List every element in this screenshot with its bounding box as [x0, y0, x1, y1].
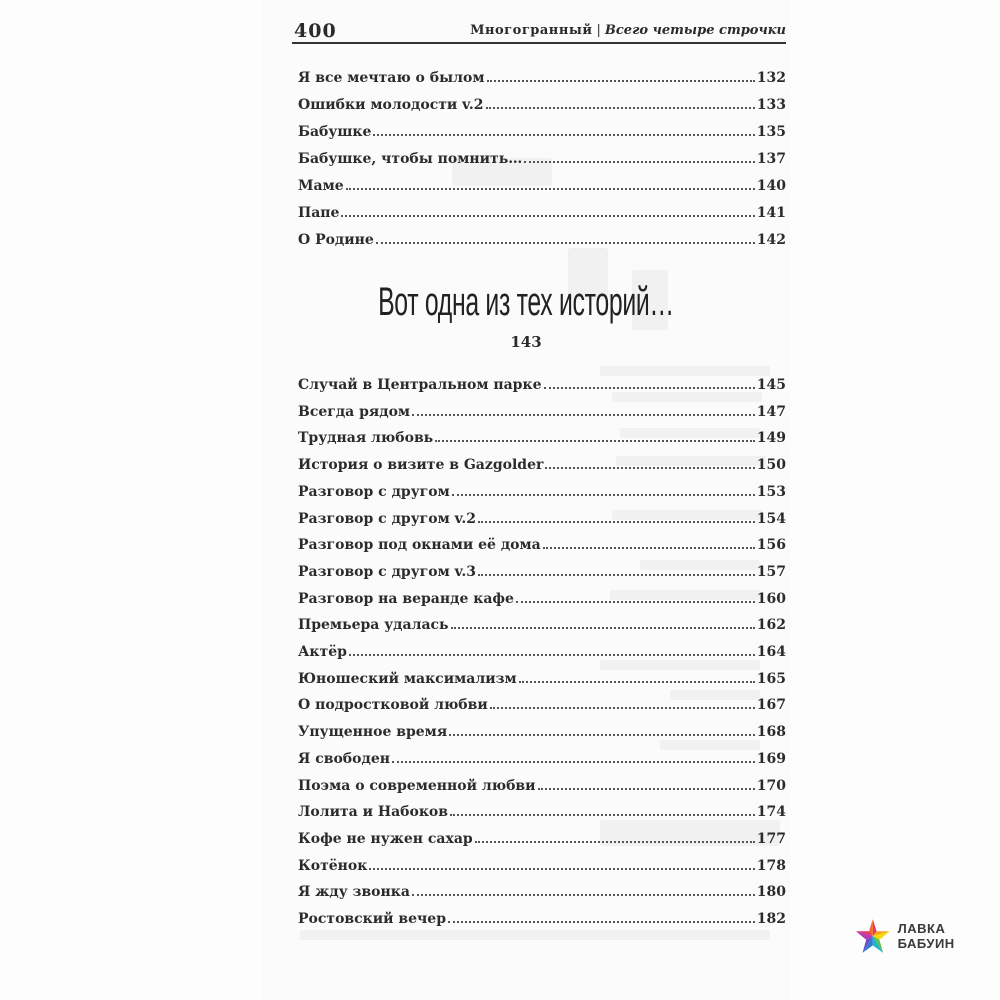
toc-dot-leader	[341, 215, 754, 217]
toc-entry	[298, 667, 786, 687]
toc-dot-leader	[349, 654, 755, 656]
toc-entry	[298, 480, 786, 500]
toc-page-number: 156	[756, 537, 786, 554]
toc-entry	[298, 174, 786, 194]
header-section-name: Всего четыре строчки	[604, 23, 786, 38]
toc-page-number: 149	[756, 430, 786, 447]
toc-entry	[298, 613, 786, 633]
toc-page-number: 141	[756, 205, 786, 221]
toc-dot-leader	[373, 134, 754, 136]
toc-page-number: 145	[756, 377, 786, 393]
toc-page-number: 164	[756, 644, 786, 660]
toc-dot-leader	[448, 921, 755, 923]
toc-dot-leader	[545, 467, 754, 469]
toc-dot-leader	[412, 414, 755, 416]
toc-title: Разговор на веранде кафе	[298, 590, 514, 607]
toc-dot-leader	[487, 80, 755, 82]
toc-dot-leader	[475, 841, 755, 843]
toc-page-number: 167	[756, 697, 786, 714]
toc-page-number: 154	[756, 510, 786, 527]
toc-entry	[298, 640, 786, 660]
toc-title: О Родине	[298, 232, 374, 248]
toc-dot-leader	[486, 107, 755, 109]
section-title: Вот одна из тех историй…	[378, 280, 674, 324]
toc-page-number: 142	[756, 232, 786, 248]
toc-title: История о визите в Gazgolder	[298, 457, 544, 474]
toc-title: Котёнок	[298, 857, 368, 874]
toc-page-number: 160	[756, 590, 786, 607]
toc-entry	[298, 120, 786, 140]
toc-dot-leader	[450, 814, 755, 816]
toc-entry	[298, 66, 786, 86]
header-separator: |	[596, 23, 601, 38]
toc-title: Случай в Центральном парке	[298, 377, 542, 393]
toc-dot-leader	[538, 788, 755, 790]
toc-dot-leader	[346, 188, 755, 190]
toc-page-number: 174	[756, 804, 786, 821]
book-title: Многогранный	[470, 23, 593, 38]
toc-page-number: 168	[756, 724, 786, 741]
toc-title: О подростковой любви	[298, 697, 488, 714]
toc-dot-leader	[392, 761, 755, 763]
toc-entry	[298, 201, 786, 221]
toc-dot-leader	[451, 627, 755, 629]
toc-page-number: 150	[756, 457, 786, 474]
toc-dot-leader	[478, 574, 755, 576]
toc-dot-leader	[449, 734, 755, 736]
toc-entry	[298, 533, 786, 553]
logo-text: ЛАВКА БАБУИН	[897, 921, 955, 951]
toc-title: Я все мечтаю о былом	[298, 70, 485, 86]
toc-dot-leader	[435, 440, 755, 442]
toc-page-number: 133	[756, 97, 786, 113]
toc-entry	[298, 426, 786, 446]
toc-entry	[298, 507, 786, 527]
toc-title: Ошибки молодости v.2	[298, 97, 484, 113]
toc-entry	[298, 693, 786, 713]
toc-dot-leader	[376, 242, 755, 244]
toc-dot-leader	[478, 521, 755, 523]
toc-title: Разговор с другом	[298, 483, 450, 500]
toc-page-number: 140	[756, 178, 786, 194]
toc-dot-leader	[524, 161, 755, 163]
toc-title: Юношеский максимализм	[298, 670, 517, 687]
toc-entry	[298, 400, 786, 420]
toc-page-number: 157	[756, 563, 786, 580]
toc-entry	[298, 800, 786, 820]
running-head-title	[470, 23, 786, 38]
toc-dot-leader	[490, 707, 755, 709]
store-logo	[854, 914, 1000, 958]
toc-entry	[298, 453, 786, 473]
toc-page-number: 177	[756, 830, 786, 847]
toc-page-number: 182	[756, 911, 786, 927]
toc-page-number: 180	[756, 884, 786, 901]
toc-title: Всегда рядом	[298, 403, 411, 420]
toc-title: Разговор под окнами её дома	[298, 537, 541, 554]
toc-entry	[298, 880, 786, 900]
toc-title: Поэма о современной любви	[298, 777, 536, 794]
star-logo-icon	[854, 916, 892, 956]
toc-page-number: 165	[756, 670, 786, 687]
toc-entry	[298, 747, 786, 767]
toc-title: Кофе не нужен сахар	[298, 830, 473, 847]
toc-title: Лолита и Набоков	[298, 804, 449, 821]
toc-page-number: 170	[756, 777, 786, 794]
toc-title: Маме	[298, 178, 344, 194]
toc-title: Разговор с другом v.2	[298, 510, 476, 527]
toc-title: Я свободен	[298, 750, 390, 767]
running-head	[292, 14, 786, 44]
toc-dot-leader	[543, 547, 755, 549]
toc-dot-leader	[452, 494, 755, 496]
toc-entry	[298, 93, 786, 113]
section-page-number: 143	[510, 333, 542, 351]
toc-page-number: 162	[756, 617, 786, 634]
toc-page-number: 132	[756, 70, 786, 86]
toc-dot-leader	[519, 681, 755, 683]
toc-title: Упущенное время	[298, 724, 448, 741]
page-number: 400	[294, 20, 337, 42]
toc-title: Папе	[298, 205, 340, 221]
toc-entry	[298, 827, 786, 847]
toc-entry	[298, 720, 786, 740]
toc-page-number: 135	[756, 124, 786, 140]
toc-entry	[298, 774, 786, 794]
toc-page-number: 147	[756, 403, 786, 420]
toc-title: Разговор с другом v.3	[298, 563, 476, 580]
toc-title: Я жду звонка	[298, 884, 410, 901]
toc-entry	[298, 147, 786, 167]
toc-entry	[298, 587, 786, 607]
toc-title: Премьера удалась	[298, 617, 449, 634]
toc-title: Бабушке, чтобы помнить…	[298, 151, 523, 167]
toc-dot-leader	[516, 601, 755, 603]
toc-entry	[298, 228, 786, 248]
toc-page-number: 178	[756, 857, 786, 874]
toc-dot-leader	[544, 387, 755, 389]
toc-title: Бабушке	[298, 124, 372, 140]
toc-entry	[298, 560, 786, 580]
toc-entry	[298, 854, 786, 874]
toc-page-number: 153	[756, 483, 786, 500]
toc-dot-leader	[412, 894, 755, 896]
toc-entry	[298, 373, 786, 393]
toc-entry	[298, 907, 786, 927]
toc-title: Трудная любовь	[298, 430, 434, 447]
toc-title: Ростовский вечер	[298, 911, 446, 927]
toc-title: Актёр	[298, 644, 347, 660]
toc-page-number: 137	[756, 151, 786, 167]
toc-dot-leader	[369, 868, 754, 870]
toc-page-number: 169	[756, 750, 786, 767]
